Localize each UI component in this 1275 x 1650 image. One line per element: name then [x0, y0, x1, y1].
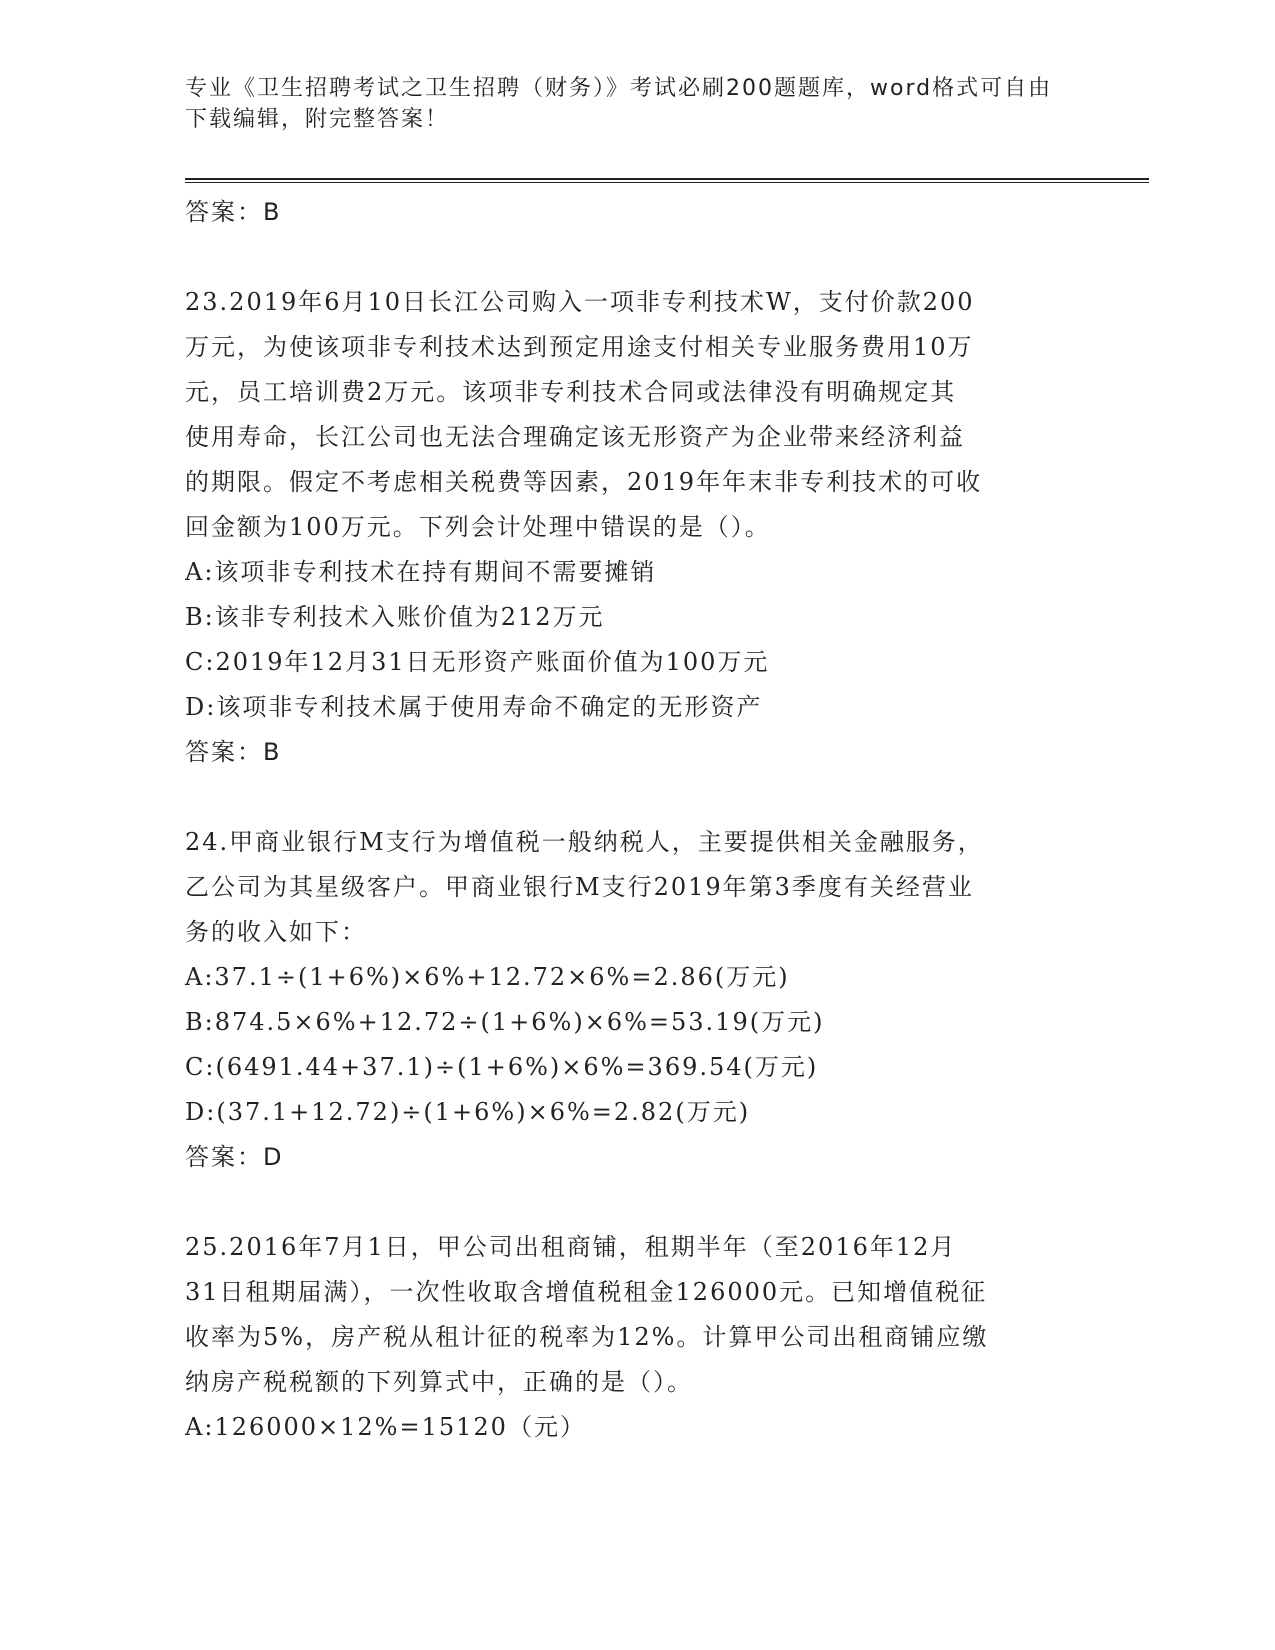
- header-divider: [185, 178, 1149, 180]
- option-d: D:(37.1+12.72)÷(1+6%)×6%=2.82(万元): [185, 1098, 751, 1126]
- answer-line: 答案：B: [185, 198, 282, 226]
- option-a: A:126000×12%=15120（元）: [185, 1413, 586, 1441]
- question-text-line: 元，员工培训费2万元。该项非专利技术合同或法律没有明确规定其: [185, 378, 957, 406]
- question-text-line: 的期限。假定不考虑相关税费等因素，2019年年末非专利技术的可收: [185, 468, 983, 496]
- question-text-line: 23.2019年6月10日长江公司购入一项非专利技术W，支付价款200: [185, 288, 975, 316]
- question-text-line: 纳房产税税额的下列算式中，正确的是（）。: [185, 1368, 693, 1396]
- option-d: D:该项非专利技术属于使用寿命不确定的无形资产: [185, 693, 763, 721]
- question-text-line: 使用寿命，长江公司也无法合理确定该无形资产为企业带来经济利益: [185, 423, 965, 451]
- question-text-line: 24.甲商业银行M支行为增值税一般纳税人，主要提供相关金融服务，: [185, 828, 984, 856]
- option-a: A:该项非专利技术在持有期间不需要摊销: [185, 558, 657, 586]
- question-list: [185, 190, 1085, 1450]
- question-text-line: 乙公司为其星级客户。甲商业银行M支行2019年第3季度有关经营业: [185, 873, 974, 901]
- option-c: C:2019年12月31日无形资产账面价值为100万元: [185, 648, 770, 676]
- question-text-line: 31日租期届满），一次性收取含增值税租金126000元。已知增值税征: [185, 1278, 988, 1306]
- question-23: [185, 280, 1085, 775]
- answer-line: 答案：B: [185, 738, 282, 766]
- question-text-line: 务的收入如下：: [185, 918, 367, 946]
- option-c: C:(6491.44+37.1)÷(1+6%)×6%=369.54(万元): [185, 1053, 819, 1081]
- answer-line: 答案：D: [185, 1143, 284, 1171]
- option-b: B:该非专利技术入账价值为212万元: [185, 603, 605, 631]
- question-text-line: 收率为5%，房产税从租计征的税率为12%。计算甲公司出租商铺应缴: [185, 1323, 989, 1351]
- question-24: [185, 820, 1085, 1180]
- question-text-line: 回金额为100万元。下列会计处理中错误的是（）。: [185, 513, 771, 541]
- question-25: [185, 1225, 1085, 1450]
- option-a: A:37.1÷(1+6%)×6%+12.72×6%=2.86(万元): [185, 963, 790, 991]
- question-text-line: 25.2016年7月1日，甲公司出租商铺，租期半年（至2016年12月: [185, 1233, 957, 1261]
- page-header-title: 专业《卫生招聘考试之卫生招聘（财务）》考试必刷200题题库，word格式可自由下载编辑，附完整答案！: [185, 76, 1053, 132]
- header-divider-thin: [185, 182, 1149, 183]
- option-b: B:874.5×6%+12.72÷(1+6%)×6%=53.19(万元): [185, 1008, 825, 1036]
- question-text-line: 万元，为使该项非专利技术达到预定用途支付相关专业服务费用10万: [185, 333, 974, 361]
